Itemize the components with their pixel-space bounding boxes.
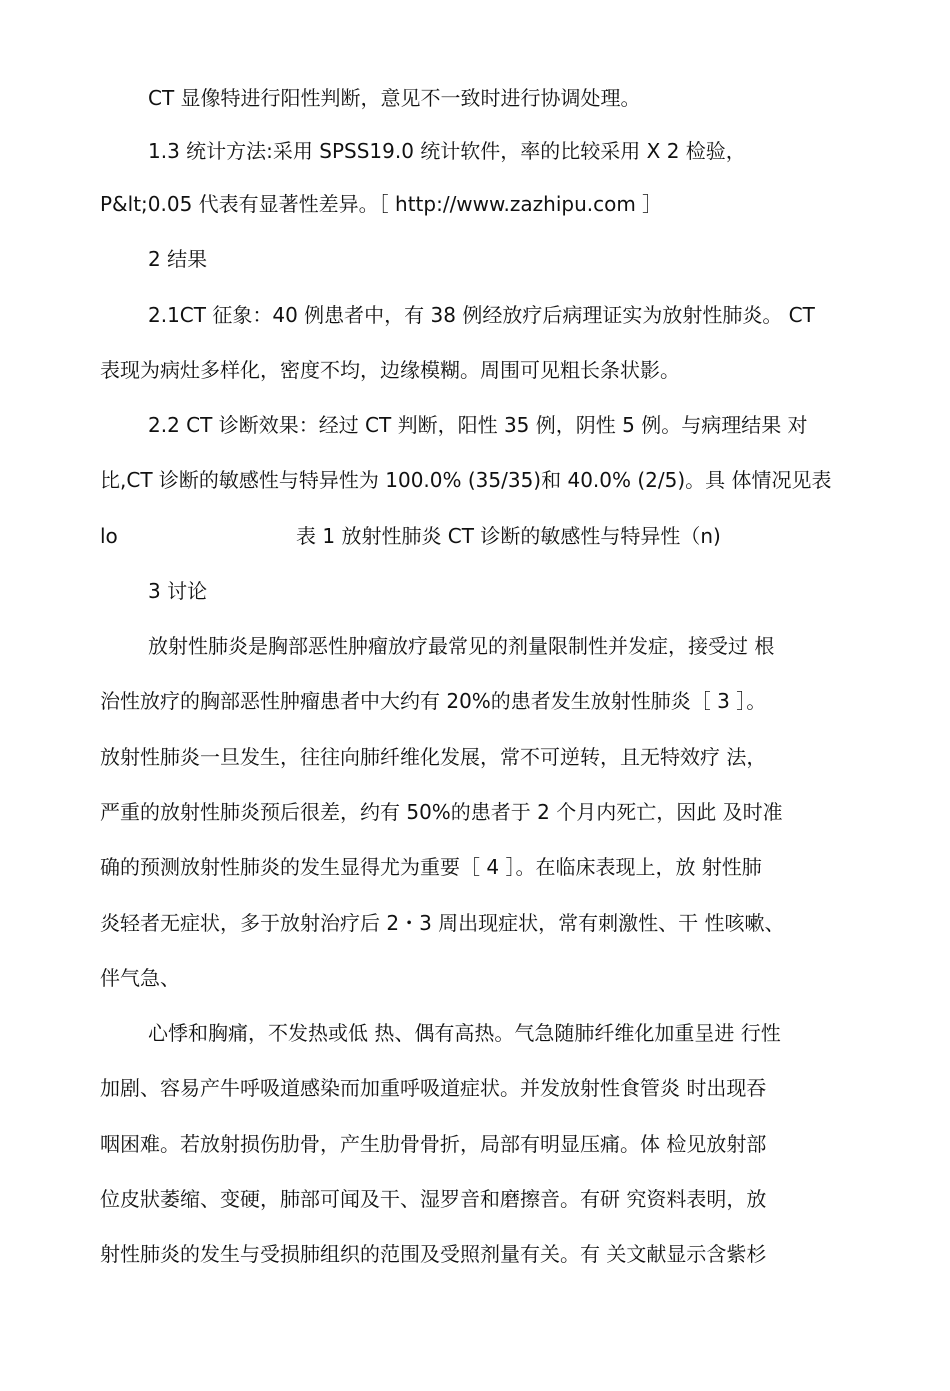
section-heading: 3 讨论 bbox=[148, 579, 208, 603]
text-line: 放射性肺炎一旦发生，往往向肺纤维化发展，常不可逆转，且无特效疗 法， bbox=[100, 745, 767, 769]
text-line: 治性放疗的胸部恶性肿瘤患者中大约有 20%的患者发生放射性肺炎［ 3 ］。 bbox=[100, 689, 767, 713]
section-heading: 2 结果 bbox=[148, 247, 208, 271]
text-line: CT 显像特进行阳性判断，意见不一致时进行协调处理。 bbox=[148, 86, 641, 110]
text-line: 严重的放射性肺炎预后很差，约有 50%的患者于 2 个月内死亡，因此 及时准 bbox=[100, 800, 783, 824]
text-line: 伴气急、 bbox=[100, 966, 180, 990]
text-line: 炎轻者无症状，多于放射治疗后 2・3 周出现症状，常有刺激性、干 性咳嗽、 bbox=[100, 911, 785, 935]
text-line: 射性肺炎的发生与受损肺组织的范围及受照剂量有关。有 关文献显示含紫杉 bbox=[100, 1242, 767, 1266]
text-line: 1.3 统计方法:采用 SPSS19.0 统计软件，率的比较采用 X 2 检验， bbox=[148, 139, 746, 163]
text-line: 心悸和胸痛，不发热或低 热、偶有高热。气急随肺纤维化加重呈进 行性 bbox=[148, 1021, 781, 1045]
text-line: 比,CT 诊断的敏感性与特异性为 100.0% (35/35)和 40.0% (2/5)。具 体情况见表 bbox=[100, 468, 832, 492]
text-line: lo bbox=[100, 524, 118, 548]
text-line: P&lt;0.05 代表有显著性差异。［ http://www.zazhipu.com ］ bbox=[100, 192, 663, 216]
table-caption: 表 1 放射性肺炎 CT 诊断的敏感性与特异性（n) bbox=[296, 524, 721, 548]
text-line: 位皮狀萎缩、变硬，肺部可闻及干、湿罗音和磨擦音。有研 究资料表明，放 bbox=[100, 1187, 767, 1211]
text-line: 加剧、容易产牛呼吸道感染而加重呼吸道症状。并发放射性食管炎 时出现吞 bbox=[100, 1076, 767, 1100]
text-line: 咽困难。若放射损伤肋骨，产生肋骨骨折，局部有明显压痛。体 检见放射部 bbox=[100, 1132, 767, 1156]
text-line: 放射性肺炎是胸部恶性肿瘤放疗最常见的剂量限制性并发症，接受过 根 bbox=[148, 634, 775, 658]
text-line: 2.1CT 征象：40 例患者中，有 38 例经放疗后病理证实为放射性肺炎。 CT bbox=[148, 303, 815, 327]
text-line: 表现为病灶多样化，密度不均，边缘模糊。周围可见粗长条状影。 bbox=[100, 358, 680, 382]
text-line: 2.2 CT 诊断效果：经过 CT 判断，阳性 35 例，阴性 5 例。与病理结果 对 bbox=[148, 413, 808, 437]
text-line: 确的预测放射性肺炎的发生显得尤为重要［ 4 ］。在临床表现上，放 射性肺 bbox=[100, 855, 762, 879]
